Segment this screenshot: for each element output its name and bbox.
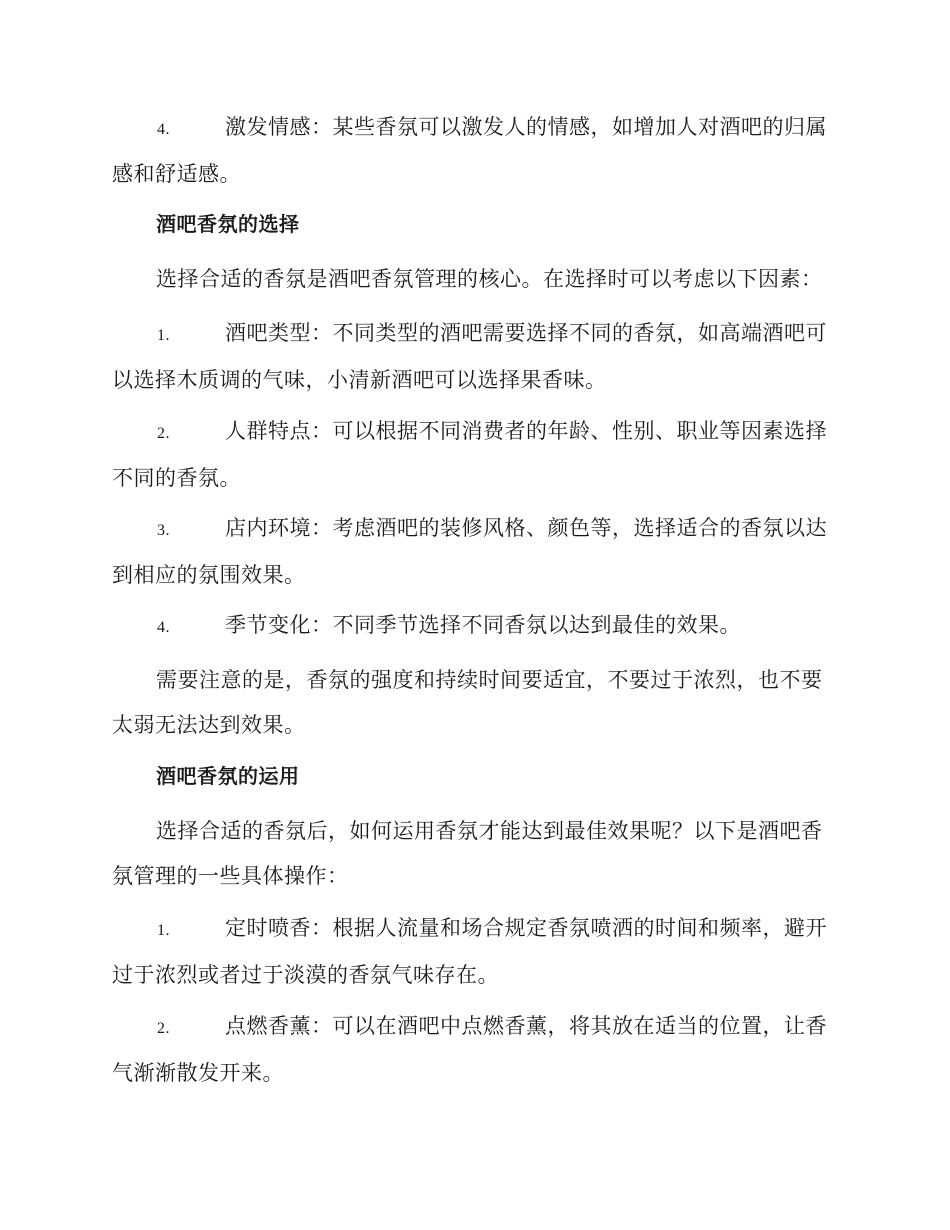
list-number: 3. xyxy=(157,522,170,539)
list-number: 1. xyxy=(157,327,170,344)
paragraph-text: 选择合适的香氛是酒吧香氛管理的核心。在选择时可以考虑以下因素： xyxy=(156,267,823,291)
list-text: 酒吧类型：不同类型的酒吧需要选择不同的香氛，如高端酒吧可以选择木质调的气味，小清新酒吧可以选择果香味。 xyxy=(112,321,827,392)
list-item xyxy=(112,409,834,501)
paragraph xyxy=(112,809,834,899)
list-text: 激发情感：某些香氛可以激发人的情感，如增加人对酒吧的归属感和舒适感。 xyxy=(112,115,827,186)
paragraph xyxy=(112,257,834,302)
list-number: 2. xyxy=(157,425,170,442)
list-item xyxy=(112,105,834,197)
list-number: 1. xyxy=(157,922,170,939)
list-item xyxy=(112,603,834,650)
list-item xyxy=(112,311,834,403)
list-number: 4. xyxy=(157,121,170,138)
list-item xyxy=(112,1004,834,1096)
paragraph-text: 需要注意的是，香氛的强度和持续时间要适宜，不要过于浓烈，也不要太弱无法达到效果。 xyxy=(112,668,823,737)
section-heading-usage: 酒吧香氛的运用 xyxy=(156,764,300,788)
list-number: 2. xyxy=(157,1020,170,1037)
list-text: 店内环境：考虑酒吧的装修风格、颜色等，选择适合的香氛以达到相应的氛围效果。 xyxy=(112,516,827,587)
list-text: 季节变化：不同季节选择不同香氛以达到最佳的效果。 xyxy=(225,613,741,637)
list-text: 定时喷香：根据人流量和场合规定香氛喷洒的时间和频率，避开过于浓烈或者过于淡漠的香氛气味存在。 xyxy=(112,916,827,987)
paragraph-text: 选择合适的香氛后，如何运用香氛才能达到最佳效果呢？以下是酒吧香氛管理的一些具体操作： xyxy=(112,819,823,888)
list-item xyxy=(112,506,834,598)
list-text: 人群特点：可以根据不同消费者的年龄、性别、职业等因素选择不同的香氛。 xyxy=(112,419,827,490)
list-item xyxy=(112,906,834,998)
list-text: 点燃香薰：可以在酒吧中点燃香薰，将其放在适当的位置，让香气渐渐散发开来。 xyxy=(112,1014,827,1085)
section-heading-selection: 酒吧香氛的选择 xyxy=(156,212,300,236)
list-number: 4. xyxy=(157,619,170,636)
paragraph xyxy=(112,658,834,748)
